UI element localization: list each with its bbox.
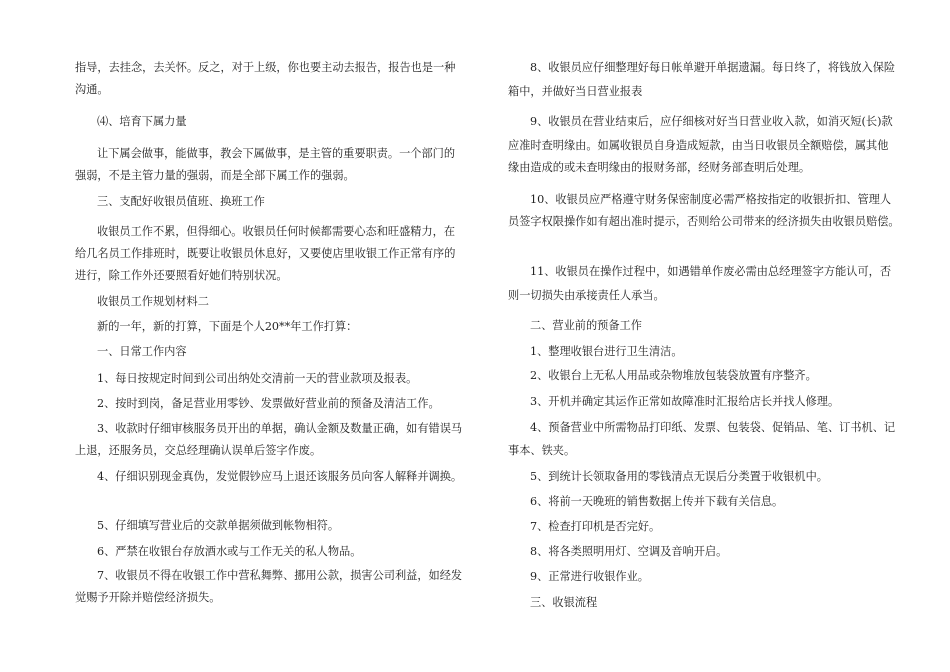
text-line: 4、预备营业中所需物品打印纸、发票、包装袋、促销品、笔、订书机、记	[530, 421, 896, 434]
text-line: 强弱，不是主管力量的强弱，而是全部下属工作的强弱。	[75, 169, 355, 182]
text-line: 进行，除工作外还要照看好她们特别状况。	[75, 269, 288, 282]
text-line: 收银员工作不累，但得细心。收银员任何时候都需要心态和旺盛精力，在	[97, 225, 456, 238]
text-line: 9、收银员在营业结束后，应仔细核对好当日营业收入款，如消灭短(长)款	[530, 115, 893, 128]
text-line: 缘由造成的或未查明缘由的报财务部，经财务部查明后处理。	[508, 161, 811, 174]
text-line: 2、收银台上无私人用品或杂物堆放包装袋放置有序整齐。	[530, 369, 817, 382]
text-line: 新的一年，新的打算，下面是个人20**年工作打算：	[97, 320, 358, 333]
text-line: 11、收银员在操作过程中，如遇错单作废必需由总经理签字方能认可，否	[530, 265, 892, 278]
text-line: 指导，去挂念，去关怀。反之，对于上级，你也要主动去报告，报告也是一种	[75, 61, 456, 74]
text-line: 2、按时到岗，备足营业用零钞、发票做好营业前的预备及清洁工作。	[97, 397, 440, 410]
text-line: 二、营业前的预备工作	[530, 319, 642, 332]
text-line: 让下属会做事，能做事，教会下属做事，是主管的重要职责。一个部门的	[97, 147, 456, 160]
text-line: 5、到统计长领取备用的零钱清点无误后分类置于收银机中。	[530, 470, 828, 483]
text-line: 事本、铁夹。	[508, 444, 576, 457]
text-line: 三、支配好收银员值班、换班工作	[97, 195, 265, 208]
text-line: 收银员工作规划材料二	[97, 295, 209, 308]
text-line: 9、正常进行收银作业。	[530, 570, 649, 583]
text-line: 则一切损失由承接责任人承当。	[508, 289, 665, 302]
text-line: 4、仔细识别现金真伪，发觉假钞应马上退还该服务员向客人解释并调换。	[97, 470, 463, 483]
text-line: 8、将各类照明用灯、空调及音响开启。	[530, 545, 728, 558]
text-line: 箱中，并做好当日营业报表	[508, 85, 643, 98]
text-line: 8、收银员应仔细整理好每日帐单避开单据遗漏。每日终了，将钱放入保险	[530, 61, 896, 74]
text-line: 5、仔细填写营业后的交款单据须做到帐物相符。	[97, 519, 340, 532]
text-line: 7、检查打印机是否完好。	[530, 520, 661, 533]
text-line: 10、收银员应严格遵守财务保密制度必需严格按指定的收银折扣、管理人	[530, 193, 892, 206]
text-line: 1、整理收银台进行卫生清洁。	[530, 345, 683, 358]
text-line: 沟通。	[75, 83, 109, 96]
text-line: 员签字权限操作如有超出准时提示，否则给公司带来的经济损失由收银员赔偿。	[508, 215, 900, 228]
text-line: 3、开机并确定其运作正常如故障准时汇报给店长并找人修理。	[530, 395, 840, 408]
text-line: 觉赐予开除并赔偿经济损失。	[75, 591, 221, 604]
text-line: 6、严禁在收银台存放酒水或与工作无关的私人物品。	[97, 545, 362, 558]
text-line: 6、将前一天晚班的销售数据上传并下载有关信息。	[530, 495, 784, 508]
text-line: 上退，还服务员，交总经理确认误单后签字作废。	[75, 444, 322, 457]
text-line: 应准时查明缘由。如属收银员自身造成短款，由当日收银员全额赔偿，属其他	[508, 139, 889, 152]
text-line: 一、日常工作内容	[97, 345, 187, 358]
text-line: 三、收银流程	[530, 596, 598, 609]
text-line: 7、收银员不得在收银工作中营私舞弊、挪用公款，损害公司利益，如经发	[97, 569, 463, 582]
text-line: ⑷、培育下属力量	[97, 115, 187, 128]
text-line: 给几名员工作排班时，既要让收银员休息好，又要使店里收银工作正常有序的	[75, 247, 456, 260]
text-line: 3、收款时仔细审核服务员开出的单据，确认金额及数量正确，如有错误马	[97, 422, 463, 435]
text-line: 1、每日按规定时间到公司出纳处交清前一天的营业款项及报表。	[97, 372, 418, 385]
